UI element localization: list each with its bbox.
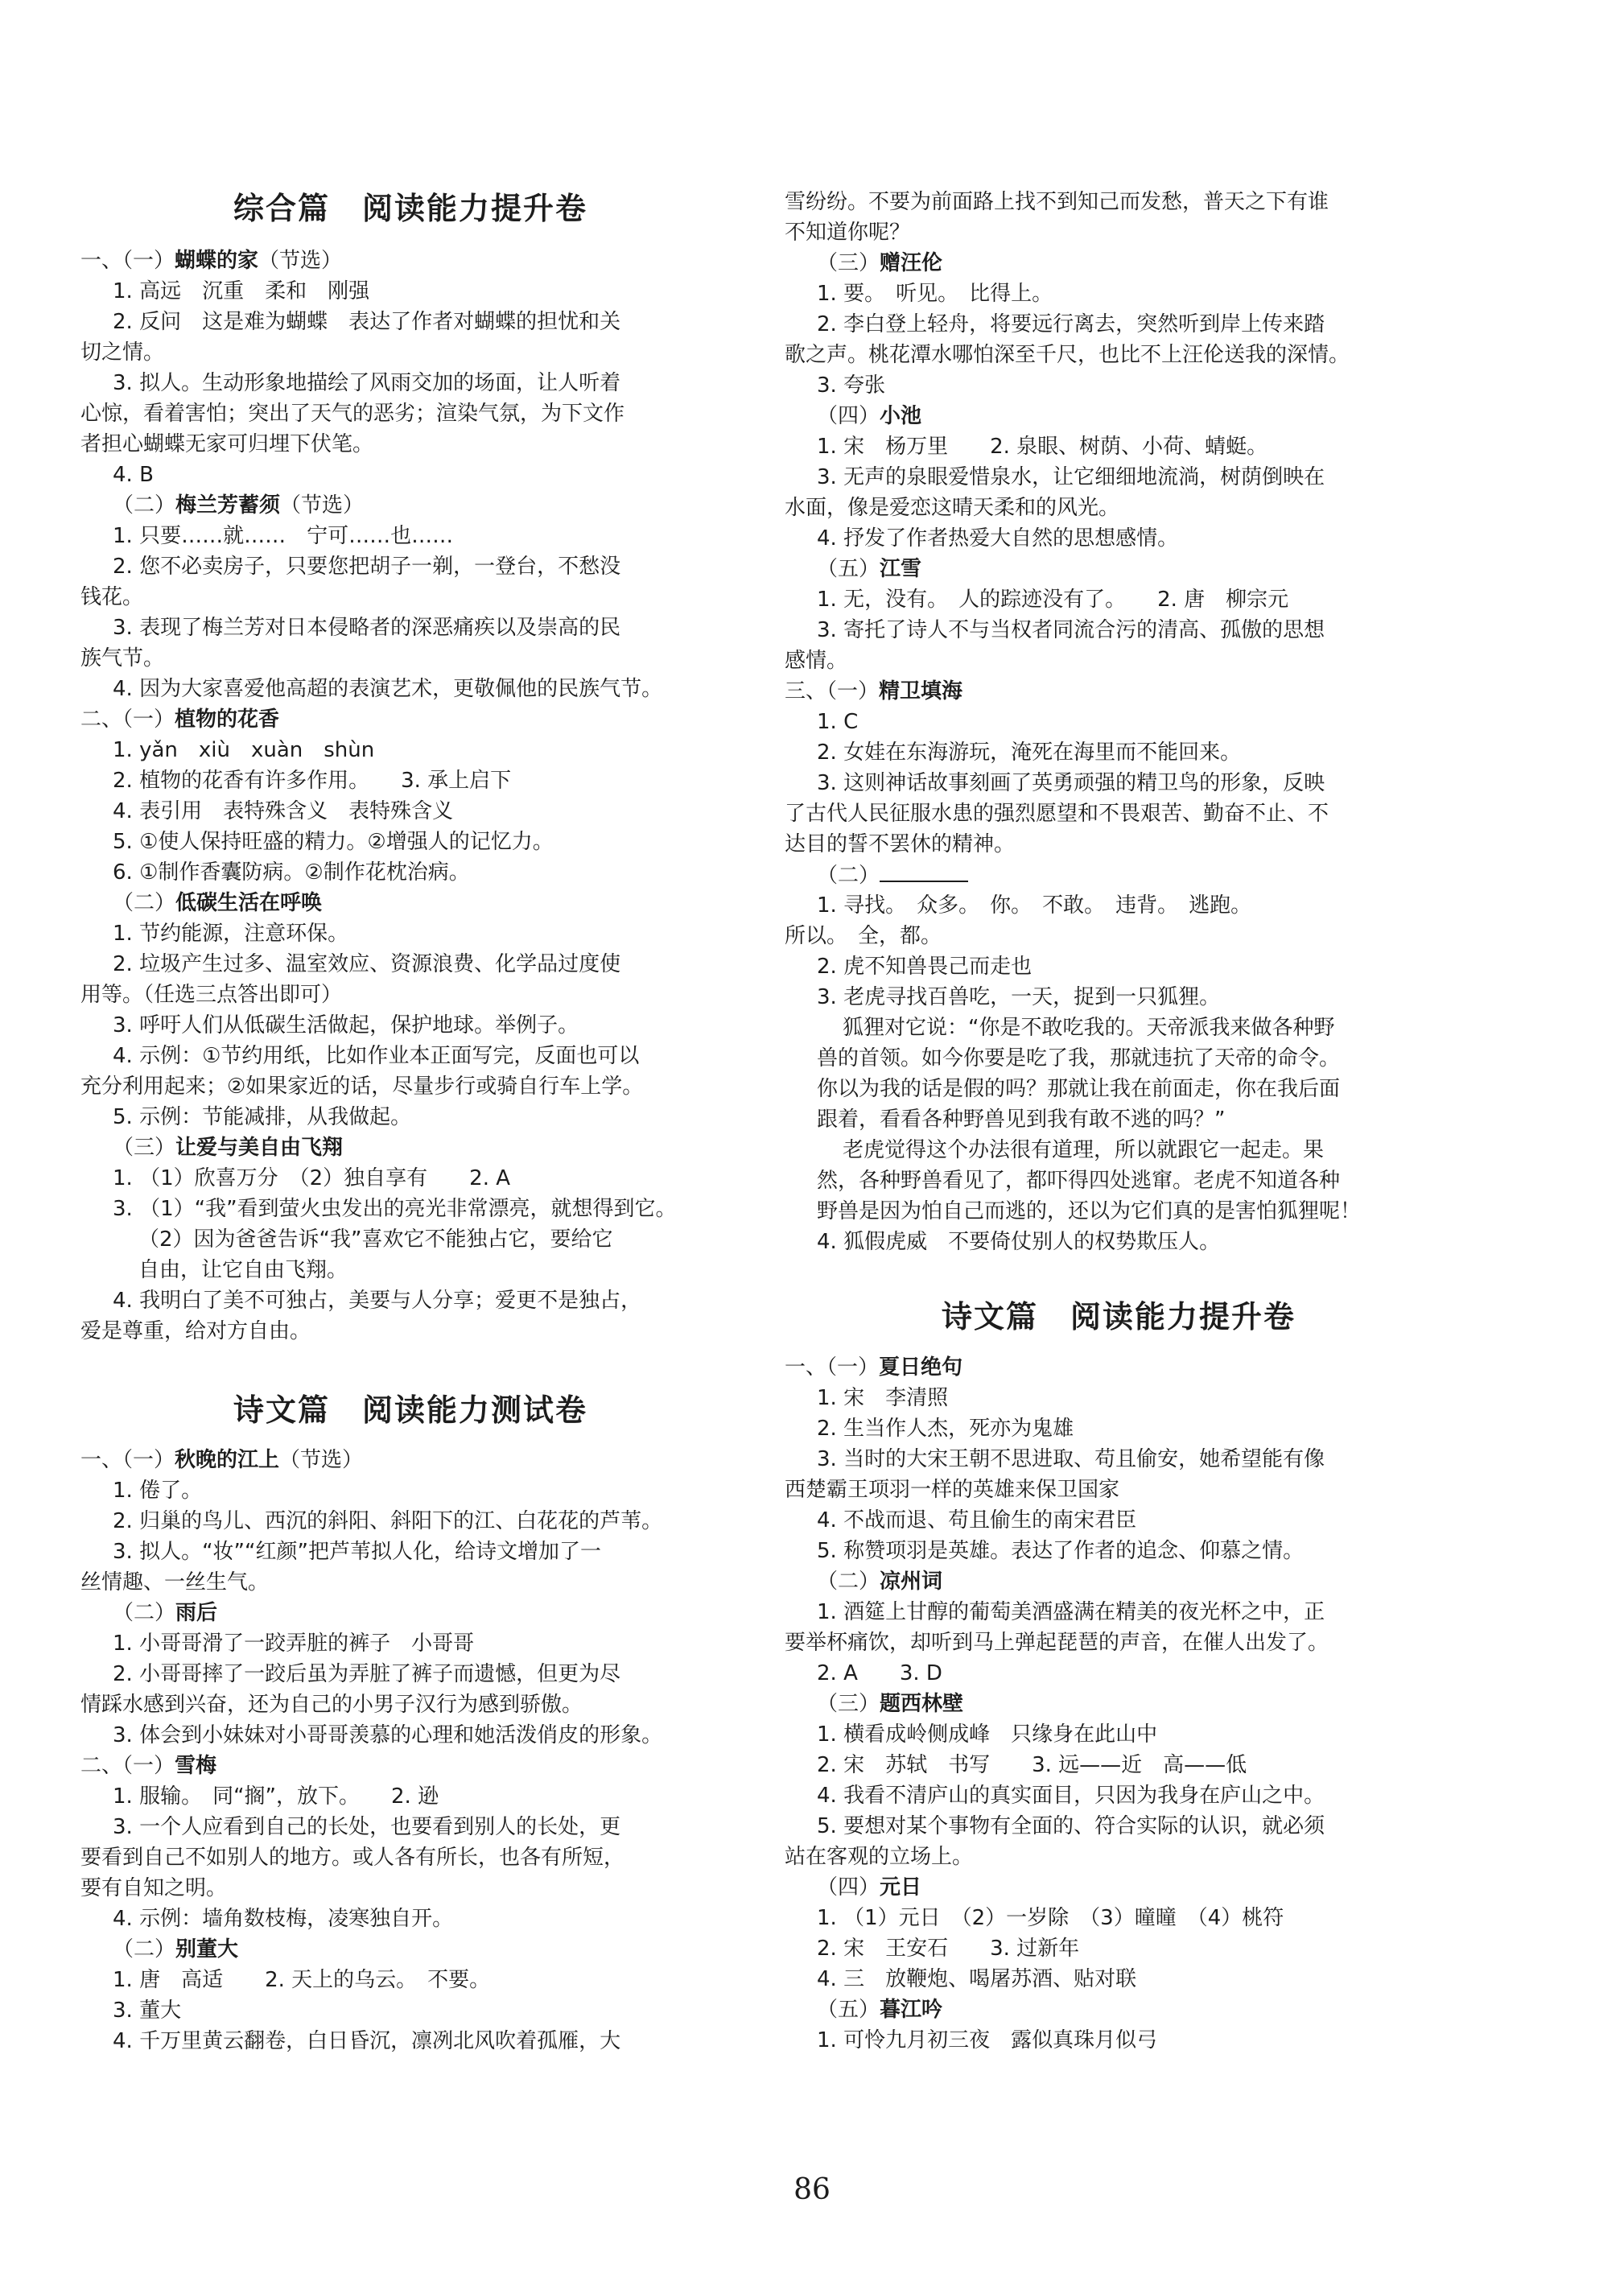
answer-line: 1. （1）元日 （2）一岁除 （3）曈曈 （4）桃符 — [817, 1906, 1284, 1930]
answer-line: 用等。（任选三点答出即可） — [80, 983, 343, 1007]
answer-line: 3. 夸张 — [817, 373, 886, 398]
answer-line: 2. 垃圾产生过多、温室效应、资源浪费、化学品过度使 — [113, 952, 621, 976]
answer-line: 你以为我的话是假的吗？那就让我在前面走，你在我后面 — [817, 1077, 1341, 1101]
blank-underline — [880, 860, 968, 882]
answer-line: 4. 我看不清庐山的真实面目，只因为我身在庐山之中。 — [817, 1784, 1325, 1808]
answer-line: 2. 小哥哥摔了一跤后虽为弄脏了裤子而遗憾，但更为尽 — [113, 1662, 621, 1686]
section-heading: （二）别董大 — [113, 1937, 239, 1962]
answer-line: 4. 三 放鞭炮、喝屠苏酒、贴对联 — [817, 1967, 1137, 1991]
page-number: 86 — [793, 2173, 831, 2206]
section-heading: （二）雨后 — [113, 1601, 218, 1625]
section-heading: （二）凉州词 — [817, 1570, 943, 1594]
answer-line: 4. 不战而退、苟且偷生的南宋君臣 — [817, 1508, 1137, 1533]
answer-line: 5. 要想对某个事物有全面的、符合实际的认识，就必须 — [817, 1814, 1325, 1838]
answer-line: 1. （1）欣喜万分 （2）独自享有 2. A — [113, 1166, 511, 1190]
answer-line: 3. 当时的大宋王朝不思进取、苟且偷安，她希望能有像 — [817, 1447, 1325, 1471]
answer-line: 3. 一个人应看到自己的长处，也要看到别人的长处，更 — [113, 1815, 621, 1839]
section-heading: （二） — [785, 860, 1453, 890]
answer-line: 2. 归巢的鸟儿、西沉的斜阳、斜阳下的江、白花花的芦苇。 — [113, 1509, 663, 1533]
answer-line: 1. 宋 李清照 — [817, 1386, 949, 1410]
answer-line: 情踩水感到兴奋，还为自己的小男子汉行为感到骄傲。 — [80, 1693, 583, 1717]
section-heading: （四）元日 — [817, 1875, 922, 1900]
section-heading: （三）题西林壁 — [817, 1692, 964, 1716]
answer-line: 水面，像是爱恋这晴天柔和的风光。 — [785, 496, 1120, 520]
answer-line: 达目的誓不罢休的精神。 — [785, 832, 1016, 856]
answer-line: 1. yǎn xiù xuàn shùn — [113, 738, 375, 762]
section-heading: 三、（一）精卫填海 — [785, 679, 963, 703]
answer-line: 2. 李白登上轻舟，将要远行离去，突然听到岸上传来踏 — [817, 312, 1325, 336]
answer-line: 3. 体会到小妹妹对小哥哥羡慕的心理和她活泼俏皮的形象。 — [113, 1723, 663, 1747]
answer-line: 然，各种野兽看见了，都吓得四处逃窜。老虎不知道各种 — [817, 1169, 1341, 1193]
answer-line: 2. 虎不知兽畏己而走也 — [817, 955, 1033, 979]
section-heading: （三）赠汪伦 — [817, 251, 943, 275]
answer-block-3 — [785, 187, 1453, 1257]
answer-block-2 — [80, 1445, 740, 2056]
answer-line: 野兽是因为怕自己而逃的，还以为它们真的是害怕狐狸呢！ — [817, 1199, 1362, 1223]
answer-line: 1. 寻找。 众多。 你。 不敢。 违背。 逃跑。 — [817, 893, 1252, 918]
answer-line: 3. 拟人。“妆”“红颜”把芦苇拟人化，给诗文增加了一 — [113, 1540, 601, 1564]
answer-line: 2. 宋 苏轼 书写 3. 远——近 高——低 — [817, 1753, 1247, 1777]
answer-line: 跟着，看看各种野兽见到我有敢不逃的吗？” — [817, 1108, 1226, 1132]
answer-line: 1. C — [817, 710, 859, 734]
answer-line: 1. 酒筵上甘醇的葡萄美酒盛满在精美的夜光杯之中，正 — [817, 1600, 1325, 1624]
answer-line: 3. 拟人。生动形象地描绘了风雨交加的场面，让人听着 — [113, 371, 621, 395]
answer-line: 1. 倦了。 — [113, 1479, 203, 1503]
answer-line: 6. ①制作香囊防病。②制作花枕治病。 — [113, 860, 470, 885]
answer-line: 2. 植物的花香有许多作用。 3. 承上启下 — [113, 769, 512, 793]
answer-line: 3. 寄托了诗人不与当权者同流合污的清高、孤傲的思想 — [817, 618, 1325, 642]
answer-line: 3. 呼吁人们从低碳生活做起，保护地球。举例子。 — [113, 1013, 579, 1037]
answer-line: 4. 因为大家喜爱他高超的表演艺术，更敬佩他的民族气节。 — [113, 677, 663, 701]
answer-line: 1. 只要……就…… 宁可……也…… — [113, 524, 454, 548]
answer-line: 充分利用起来；②如果家近的话，尽量步行或骑自行车上学。 — [80, 1075, 644, 1099]
answer-line: 3. 表现了梅兰芳对日本侵略者的深恶痛疾以及崇高的民 — [113, 616, 621, 640]
answer-line: 4. 我明白了美不可独占，美要与人分享；爱更不是独占， — [113, 1289, 642, 1313]
answer-line: 老虎觉得这个办法很有道理，所以就跟它一起走。果 — [843, 1138, 1325, 1162]
answer-line: 2. A 3. D — [817, 1661, 942, 1685]
answer-line: 5. 示例：节能减排，从我做起。 — [113, 1105, 412, 1129]
section-heading: 二、（一）植物的花香 — [80, 707, 280, 732]
answer-line: 歌之声。桃花潭水哪怕深至千尺，也比不上汪伦送我的深情。 — [785, 343, 1350, 367]
section-heading: 一、（一）夏日绝句 — [785, 1355, 963, 1380]
answer-line: 要看到自己不如别人的地方。或人各有所长，也各有所短， — [80, 1846, 625, 1870]
answer-line: 1. 高远 沉重 柔和 刚强 — [113, 279, 370, 303]
section-title-comprehensive-improve: 综合篇 阅读能力提升卷 — [233, 190, 587, 226]
answer-line: 要有自知之明。 — [80, 1876, 228, 1900]
section-heading: 一、（一）蝴蝶的家（节选） — [80, 249, 343, 273]
answer-line: 狐狸对它说：“你是不敢吃我的。天帝派我来做各种野 — [843, 1016, 1335, 1040]
answer-line: 丝情趣、一丝生气。 — [80, 1570, 270, 1594]
answer-line: 站在客观的立场上。 — [785, 1845, 974, 1869]
answer-line: 5. ①使人保持旺盛的精力。②增强人的记忆力。 — [113, 830, 554, 854]
answer-line: 爱是尊重，给对方自由。 — [80, 1319, 311, 1343]
answer-line: 4. 示例：①节约用纸，比如作业本正面写完，反面也可以 — [113, 1044, 640, 1068]
answer-line: 2. 反问 这是难为蝴蝶 表达了作者对蝴蝶的担忧和关 — [113, 310, 621, 334]
section-heading: （五）江雪 — [817, 557, 922, 581]
section-heading: （五）暮江吟 — [817, 1998, 943, 2022]
answer-block-1 — [80, 245, 740, 1347]
answer-line: 2. 女娃在东海游玩，淹死在海里而不能回来。 — [817, 740, 1242, 765]
answer-line: 1. 无，没有。 人的踪迹没有了。 2. 唐 柳宗元 — [817, 588, 1289, 612]
answer-line: 3. 无声的泉眼爱惜泉水，让它细细地流淌，树荫倒映在 — [817, 465, 1325, 489]
answer-line: 5. 称赞项羽是英雄。表达了作者的追念、仰慕之情。 — [817, 1539, 1305, 1563]
answer-line: 1. 要。 听见。 比得上。 — [817, 282, 1053, 306]
answer-line: 1. 可怜九月初三夜 露似真珠月似弓 — [817, 2028, 1158, 2052]
answer-line: 2. 生当作人杰，死亦为鬼雄 — [817, 1417, 1074, 1441]
answer-line: 1. 节约能源，注意环保。 — [113, 922, 349, 946]
section-heading: （三）让爱与美自由飞翔 — [113, 1136, 344, 1160]
answer-line: 4. 示例：墙角数枝梅，凌寒独自开。 — [113, 1907, 454, 1931]
answer-line: 雪纷纷。不要为前面路上找不到知己而发愁，普天之下有谁 — [785, 190, 1329, 214]
answer-line: 2. 宋 王安石 3. 过新年 — [817, 1937, 1080, 1961]
section-title-poetry-improve: 诗文篇 阅读能力提升卷 — [941, 1298, 1296, 1335]
section-heading: 二、（一）雪梅 — [80, 1754, 217, 1778]
answer-line: 1. 服输。 同“搁”，放下。 2. 逊 — [113, 1784, 439, 1809]
answer-line: 3. 老虎寻找百兽吃，一天，捉到一只狐狸。 — [817, 985, 1221, 1009]
answer-line: （2）因为爸爸告诉“我”喜欢它不能独占它，要给它 — [138, 1227, 613, 1252]
section-heading: 一、（一）秋晚的江上（节选） — [80, 1448, 364, 1472]
answer-line: 所以。 全，都。 — [785, 924, 942, 948]
answer-line: 钱花。 — [80, 585, 144, 609]
answer-line: 1. 唐 高适 2. 天上的乌云。 不要。 — [113, 1968, 491, 1992]
answer-line: 4. 千万里黄云翻卷，白日昏沉，凛冽北风吹着孤雁，大 — [113, 2029, 621, 2053]
answer-line: 4. 表引用 表特殊含义 表特殊含义 — [113, 799, 454, 823]
answer-line: 1. 横看成岭侧成峰 只缘身在此山中 — [817, 1722, 1158, 1747]
answer-line: 自由，让它自由飞翔。 — [138, 1258, 348, 1282]
answer-line: 切之情。 — [80, 340, 165, 365]
answer-line: 4. 抒发了作者热爱大自然的思想感情。 — [817, 526, 1179, 551]
answer-line: 4. 狐假虎威 不要倚仗别人的权势欺压人。 — [817, 1230, 1221, 1254]
answer-line: 不知道你呢？ — [785, 221, 911, 245]
section-title-poetry-test: 诗文篇 阅读能力测试卷 — [233, 1392, 587, 1428]
answer-line: 3. 这则神话故事刻画了英勇顽强的精卫鸟的形象，反映 — [817, 771, 1325, 795]
answer-block-4 — [785, 1352, 1453, 2056]
section-heading: （二）梅兰芳蓄须（节选） — [113, 493, 365, 518]
answer-line: 2. 您不必卖房子，只要您把胡子一剃，一登台，不愁没 — [113, 555, 621, 579]
section-heading: （二）低碳生活在呼唤 — [113, 891, 323, 915]
section-heading: （四）小池 — [817, 404, 922, 428]
answer-line: 了古代人民征服水患的强烈愿望和不畏艰苦、勤奋不止、不 — [785, 802, 1329, 826]
answer-line: 1. 小哥哥滑了一跤弄脏的裤子 小哥哥 — [113, 1632, 475, 1656]
answer-line: 兽的首领。如今你要是吃了我，那就违抗了天帝的命令。 — [817, 1046, 1341, 1070]
answer-line: 族气节。 — [80, 646, 165, 670]
answer-line: 心惊，看着害怕；突出了天气的恶劣；渲染气氛，为下文作 — [80, 402, 625, 426]
answer-line: 1. 宋 杨万里 2. 泉眼、树荫、小荷、蜻蜓。 — [817, 435, 1268, 459]
answer-line: 者担心蝴蝶无家可归埋下伏笔。 — [80, 432, 374, 456]
answer-line: 4. B — [113, 463, 154, 487]
answer-line: 3. （1）“我”看到萤火虫发出的亮光非常漂亮，就想得到它。 — [113, 1197, 677, 1221]
answer-line: 3. 董大 — [113, 1999, 182, 2023]
answer-line: 西楚霸王项羽一样的英雄来保卫国家 — [785, 1478, 1120, 1502]
answer-line: 感情。 — [785, 649, 848, 673]
answer-line: 要举杯痛饮，却听到马上弹起琵琶的声音，在催人出发了。 — [785, 1631, 1329, 1655]
